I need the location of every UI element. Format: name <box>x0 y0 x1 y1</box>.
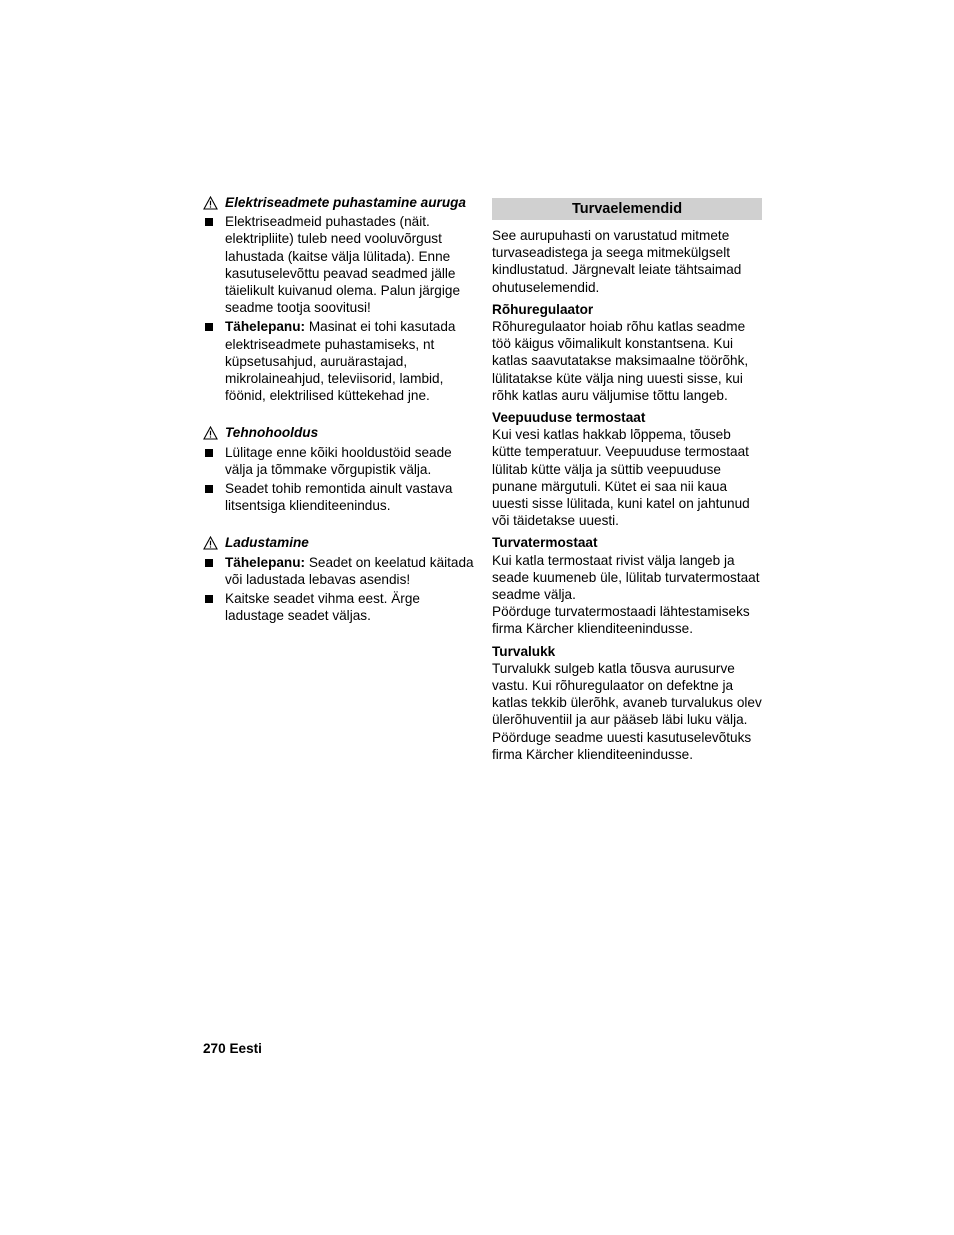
intro-paragraph: See aurupuhasti on varustatud mitmete turvaseadistega ja seega mitmekülgselt kindlustatud. Järgnevalt leiate tähtsaimad ohutuselemendid. <box>492 228 742 295</box>
left-column <box>203 194 477 644</box>
warning-triangle-icon <box>203 536 218 550</box>
bullet-text: Seadet tohib remontida ainult vastava litsentsiga klienditeenindus. <box>225 481 453 514</box>
section-heading-text: Tehnohooldus <box>225 425 319 441</box>
square-bullet-icon <box>205 449 213 457</box>
paragraph: Pöörduge turvatermostaadi lähtestamiseks firma Kärcher klienditeenindusse. <box>492 604 750 637</box>
section-maintenance <box>203 424 477 514</box>
list-item <box>203 444 477 478</box>
square-bullet-icon <box>205 595 213 603</box>
subsection-water-shortage-thermostat <box>492 409 762 529</box>
list-item <box>203 590 477 624</box>
warning-triangle-icon <box>203 196 218 210</box>
section-heading <box>203 194 477 211</box>
square-bullet-icon <box>205 559 213 567</box>
subsection-pressure-regulator <box>492 301 762 404</box>
subsection-safety-thermostat <box>492 534 762 637</box>
bullet-text: Lülitage enne kõiki hooldustöid seade välja ja tõmmake võrgupistik välja. <box>225 444 452 477</box>
square-bullet-icon <box>205 323 213 331</box>
list-item <box>203 480 477 514</box>
paragraph: Kui vesi katlas hakkab lõppema, tõuseb kütte temperatuur. Veepuuduse termostaat lülitab kütte välja ja süttib veepuuduse punane märgutuli. Kütet ei saa nii kaua uuesti sisse lülitada, kuni katel on jahtunud või täidetakse uuesti. <box>492 427 750 529</box>
section-heading <box>203 534 477 551</box>
bullet-text: Seadet on keelatud käitada või ladustada lebavas asendis! <box>225 554 474 587</box>
right-column <box>492 194 762 763</box>
paragraph: Rõhuregulaator hoiab rõhu katlas seadme töö käigus võimalikult konstantsena. Kui katlas saavutatakse maksimaalne töörõhk, lülitatakse küte välja ning uuesti sisse, kui rõhk katlas auru väljumise tõttu langeb. <box>492 319 749 403</box>
bullet-list <box>203 444 477 515</box>
warning-triangle-icon <box>203 426 218 440</box>
bold-lead: Tähelepanu: <box>225 554 306 570</box>
bullet-text: Masinat ei tohi kasutada elektriseadmete puhastamiseks, nt küpsetusahjud, auruärastajad, mikrolaineahjud, televiisorid, lambid, föönid, elektrilised küttekehad jne. <box>225 319 456 404</box>
paragraph: Turvalukk sulgeb katla tõusva aurusurve vastu. Kui rõhuregulaator on defektne ja katlas tekkib ülerõhk, avaneb turvalukus olev ülerõhuventiil ja aur pääseb läbi luku välja. <box>492 660 762 728</box>
subsection-title: Rõhuregulaator <box>492 301 594 317</box>
paragraph: Pöörduge seadme uuesti kasutuselevõtuks firma Kärcher klienditeenindusse. <box>492 729 752 762</box>
section-electrical-cleaning <box>203 194 477 404</box>
section-heading-text: Ladustamine <box>225 535 309 551</box>
bullet-list <box>203 213 477 404</box>
section-heading-text: Elektriseadmete puhastamine auruga <box>225 195 466 210</box>
subsection-title: Veepuuduse termostaat <box>492 410 646 426</box>
list-item <box>203 318 477 404</box>
square-bullet-icon <box>205 485 213 493</box>
subsection-title: Turvalukk <box>492 643 556 659</box>
bullet-text: Elektriseadmeid puhastades (näit. elektripliite) tuleb need vooluvõrgust lahustada (kaitse välja lülitada). Enne kasutuselevõttu peavad seadmed jälle täielikult kuivanud olema. Palun järgige seadme tootja soovitusi! <box>225 214 461 316</box>
paragraph: Kui katla termostaat rivist välja langeb ja seade kuumeneb üle, lülitab turvatermostaat seadme välja. <box>492 552 760 603</box>
bullet-list <box>203 554 477 625</box>
list-item <box>203 213 477 316</box>
square-bullet-icon <box>205 218 213 226</box>
page-footer: 270 Eesti <box>203 1041 262 1056</box>
subsection-title: Turvatermostaat <box>492 535 598 551</box>
subsection-safety-lock <box>492 643 762 763</box>
bold-lead: Tähelepanu: <box>225 319 306 335</box>
safety-elements-heading: Turvaelemendid <box>492 198 762 220</box>
bullet-text: Kaitske seadet vihma eest. Ärge ladustage seadet väljas. <box>225 591 420 624</box>
list-item <box>203 554 477 588</box>
section-storage <box>203 534 477 624</box>
section-heading <box>203 424 477 441</box>
